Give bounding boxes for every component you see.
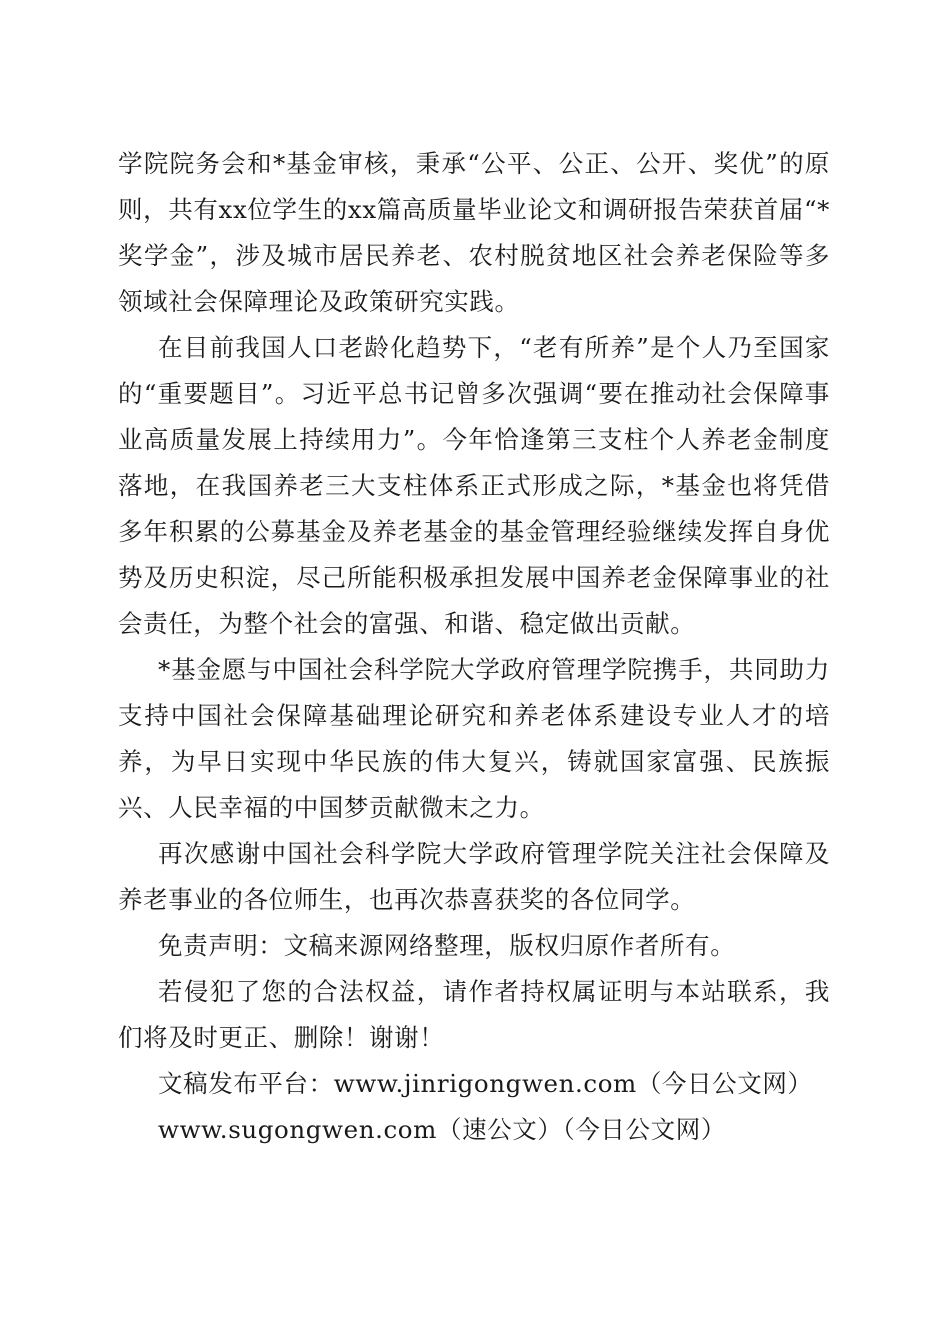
paragraph-award-summary: 学院院务会和*基金审核，秉承“公平、公正、公开、奖优”的原则，共有xx位学生的xx篇高质量毕业论文和调研报告荣获首届“*奖学金”，涉及城市居民养老、农村脱贫地区社会养老保险等多领域社会保障理论及政策研究实践。: [118, 149, 830, 316]
publish-platform-line: 文稿发布平台：www.jinrigongwen.com（今日公文网）: [158, 1069, 813, 1098]
infringement-notice: 若侵犯了您的合法权益，请作者持权属证明与本站联系，我们将及时更正、删除！谢谢！: [118, 977, 830, 1052]
publish-platform-line-2: www.sugongwen.com（速公文）（今日公文网）: [158, 1115, 726, 1144]
paragraph-aging-context: 在目前我国人口老龄化趋势下，“老有所养”是个人乃至国家的“重要题目”。习近平总书记曾多次强调“要在推动社会保障事业高质量发展上持续用力”。今年恰逢第三支柱个人养老金制度落地，在我国养老三大支柱体系正式形成之际，*基金也将凭借多年积累的公募基金及养老基金的基金管理经验继续发挥自身优势及历史积淀，尽己所能积极承担发展中国养老金保障事业的社会责任，为整个社会的富强、和谐、稳定做出贡献。: [118, 333, 830, 638]
paragraph-thanks: 再次感谢中国社会科学院大学政府管理学院关注社会保障及养老事业的各位师生，也再次恭喜获奖的各位同学。: [118, 839, 830, 914]
paragraph-cooperation: *基金愿与中国社会科学院大学政府管理学院携手，共同助力支持中国社会保障基础理论研究和养老体系建设专业人才的培养，为早日实现中华民族的伟大复兴，铸就国家富强、民族振兴、人民幸福的中国梦贡献微末之力。: [118, 655, 830, 822]
document-body: [118, 141, 830, 1153]
disclaimer-line: 免责声明：文稿来源网络整理，版权归原作者所有。: [158, 931, 736, 960]
